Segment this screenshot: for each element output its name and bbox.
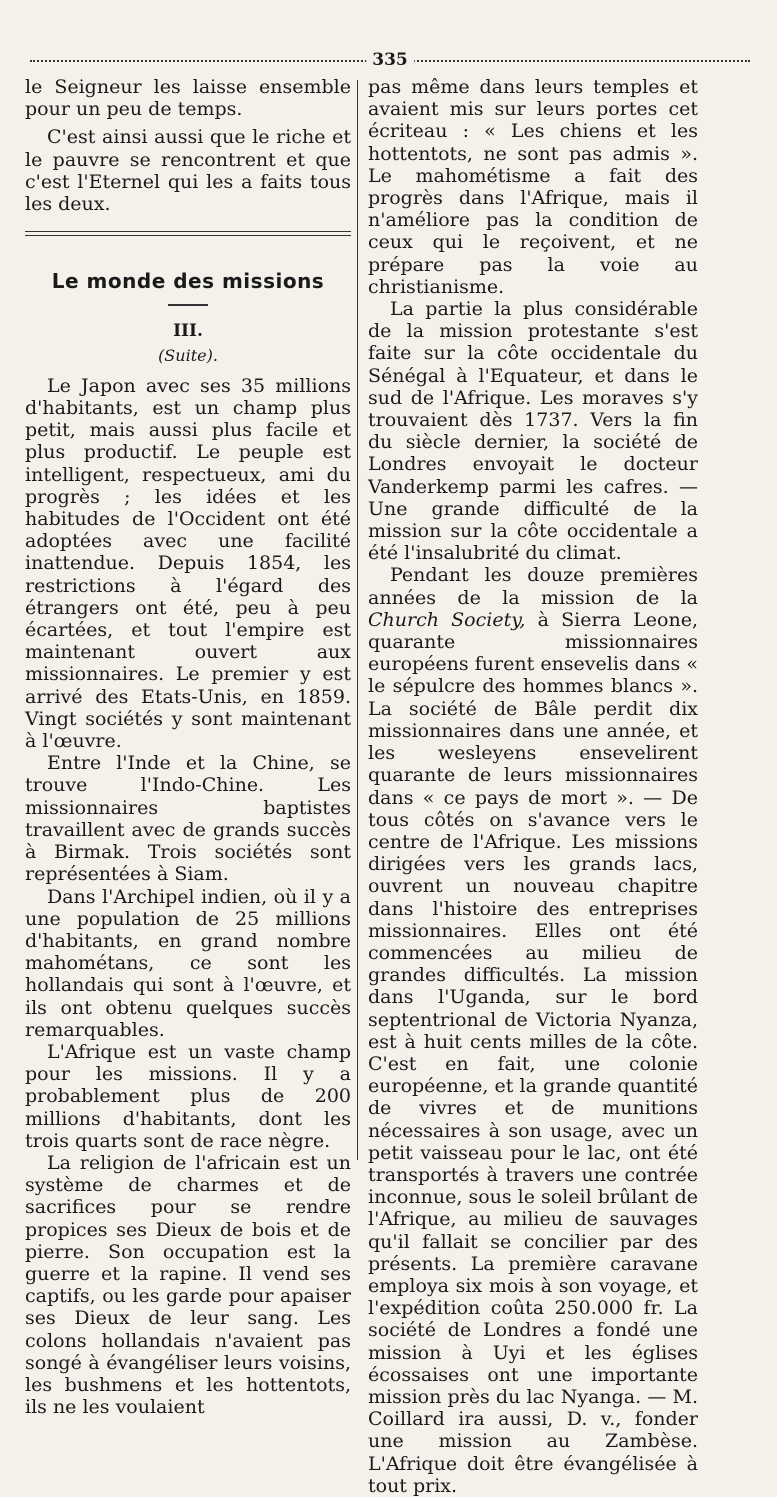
- paragraph-indochine: Entre l'Inde et la Chine, se trouve l'Indo-Chine. Les missionnaires baptistes travaillent avec de grands succès à Birmak. Trois sociétés sont représentées à Siam.: [25, 752, 351, 886]
- paragraph-afrique: L'Afrique est un vaste champ pour les missions. Il y a probablement plus de 200 millions d'habitants, dont les trois quarts sont de race nègre.: [25, 1040, 351, 1152]
- column-divider: [357, 80, 358, 1160]
- intro-paragraph-2: C'est ainsi aussi que le riche et le pauvre se rencontrent et que c'est l'Eternel qui les a faits tous les deux.: [25, 126, 351, 216]
- paragraph-religion: La religion de l'africain est un système de charmes et de sacrifices pour se rendre propices ses Dieux de bois et de pierre. Son occupation est la guerre et la rapine. Il vend ses captifs, ou les garde pour apaiser ses Dieux de leur sang. Les colons hollandais n'avaient pas songé à évangéliser leurs voisins, les bushmens et les hottentots, ils ne les voulaient: [25, 1151, 351, 1419]
- intro-paragraph-1: le Seigneur les laisse ensemble pour un peu de temps.: [25, 76, 351, 121]
- paragraph-text-after: à Sierra Leone, quarante missionnaires européens furent ensevelis dans « le sépulcre des hommes blancs ». La société de Bâle perdit dix missionnaires dans une année, et les wesleyens ensevelirent quarante de leurs missionnaires dans « ce pays de mort ». — De tous côtés on s'avance vers le centre de l'Afrique. Les missions dirigées vers les grands lacs, ouvrent un nouveau chapitre dans l'histoire des entreprises missionnaires. Elles ont été commencées au milieu de grandes difficultés. La mission dans l'Uganda, sur le bord septentrional de Victoria Nyanza, est à huit cents milles de la côte. C'est en fait, une colonie européenne, et la grande quantité de vivres et de munitions nécessaires à son usage, avec un petit vaisseau pour le lac, ont été transportés à travers une contrée inconnue, sous le soleil brûlant de l'Afrique, au milieu de sauvages qu'il fallait se concilier par des présents. La première caravane employa six mois à son voyage, et l'expédition coûta 250.000 fr. La société de Londres a fondé une mission à Uyi et les églises écossaises ont une importante mission près du lac Nyanga. — M. Coillard ira aussi, D. v., fonder une mission au Zambèse. L'Afrique doit être évangélisée à tout prix.: [368, 608, 698, 1497]
- continuation-paragraph: pas même dans leurs temples et avaient mis sur leurs portes cet écriteau : « Les chiens et les hottentots, ne sont pas admis ». Le mahométisme a fait des progrès dans l'Afrique, mais il n'améliore pas la condition de ceux qui le reçoivent, et ne prépare pas la voie au christianisme.: [368, 76, 698, 298]
- paragraph-mission-protestante: La partie la plus considérable de la mission protestante s'est faite sur la côte occidentale du Sénégal à l'Equateur, et dans le sud de l'Afrique. Les moraves s'y trouvaient dès 1737. Vers la fin du siècle dernier, la société de Londres envoyait le docteur Vanderkemp parmi les cafres. — Une grande difficulté de la mission sur la côte occidentale a été l'insalubrité du climat.: [368, 298, 698, 565]
- paragraph-text-before: Pendant les douze premières années de la mission de la: [368, 564, 698, 609]
- page-number: 335: [366, 50, 414, 70]
- church-society-name: Church Society,: [368, 608, 526, 631]
- paragraph-archipel: Dans l'Archipel indien, où il y a une population de 25 millions d'habitants, en grand nombre mahométans, ce sont les hollandais qui sont à l'œuvre, et ils ont obtenu quelques succès remarquables.: [25, 885, 351, 1041]
- part-number: III.: [173, 321, 203, 342]
- section-title: Le monde des missions: [51, 269, 325, 294]
- double-rule-separator: [25, 231, 351, 236]
- left-column: [25, 76, 351, 1418]
- continued-label: (Suite).: [158, 345, 218, 365]
- title-underline: [168, 304, 208, 306]
- paragraph-japon: Le Japon avec ses 35 millions d'habitants, est un champ plus petit, mais aussi plus facile et plus productif. Le peuple est intelligent, respectueux, ami du progrès ; les idées et les habitudes de l'Occident ont été adoptées avec une facilité inattendue. Depuis 1854, les restrictions à l'égard des étrangers ont été, peu à peu écartées, et tout l'empire est maintenant ouvert aux missionnaires. Le premier y est arrivé des Etats-Unis, en 1859. Vingt sociétés y sont maintenant à l'œuvre.: [25, 374, 351, 753]
- page-header: [30, 48, 750, 72]
- paragraph-church-society: [368, 564, 698, 1497]
- right-column: [368, 76, 698, 1497]
